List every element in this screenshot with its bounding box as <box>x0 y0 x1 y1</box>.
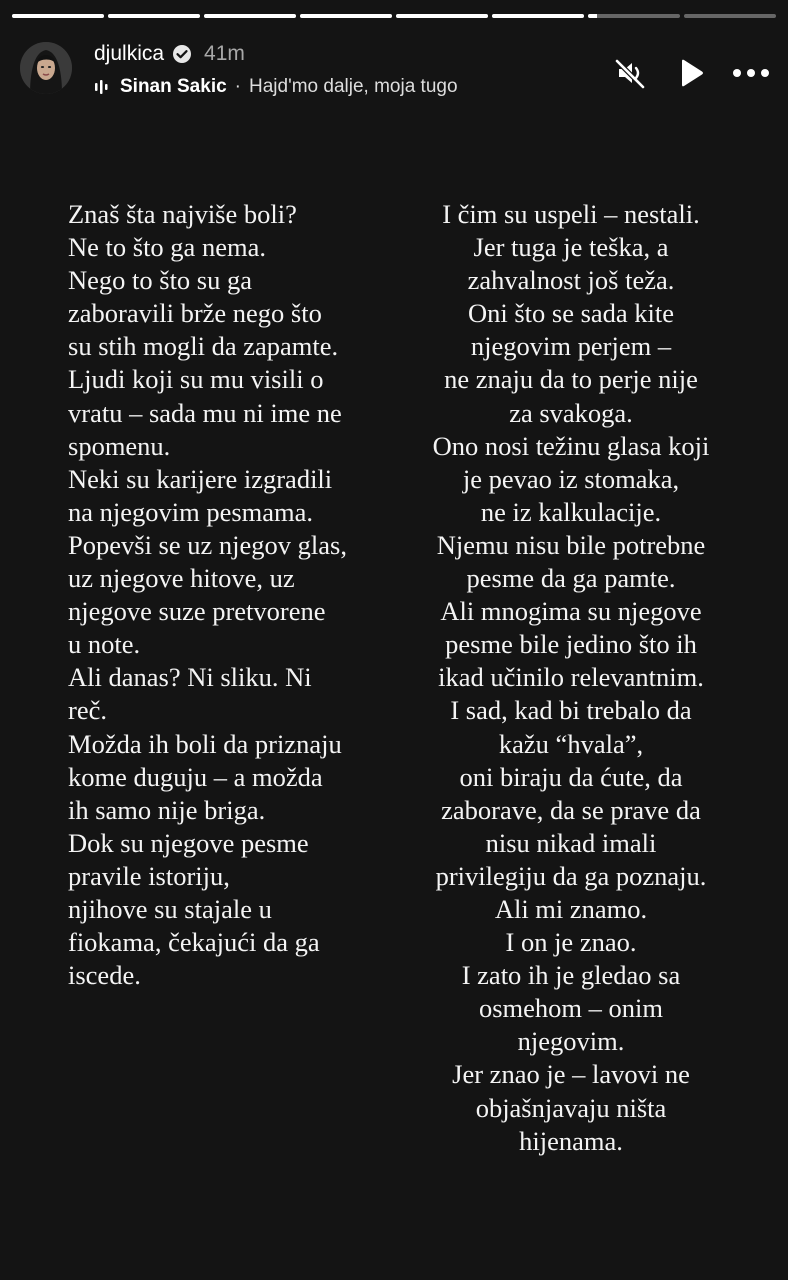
progress-segment-fill <box>492 14 584 18</box>
music-artist: Sinan Sakic <box>120 76 227 97</box>
story-text-left-column <box>68 198 418 992</box>
username[interactable]: djulkica <box>94 42 165 65</box>
story-text-line: Njemu nisu bile potrebne <box>436 529 706 560</box>
play-icon <box>677 58 705 88</box>
story-text-line: I sad, kad bi trebalo da <box>450 695 692 726</box>
progress-segment <box>684 14 776 18</box>
story-text-line: reč. <box>68 695 107 726</box>
story-text-line: Ali mnogima su njegove <box>440 596 702 627</box>
progress-segment-fill <box>396 14 488 18</box>
story-text-line: objašnjavaju ništa <box>475 1092 667 1123</box>
story-text-line: pravile istoriju, <box>68 860 230 891</box>
story-text-line: kome duguju – a možda <box>68 761 323 792</box>
story-text-line: kažu “hvala”, <box>498 728 644 759</box>
progress-segment <box>300 14 392 18</box>
story-text-line: osmehom – onim <box>478 993 664 1024</box>
story-text-line: iscede. <box>68 960 141 991</box>
progress-segment-fill <box>12 14 104 18</box>
progress-segment <box>12 14 104 18</box>
story-text-line: nisu nikad imali <box>485 827 657 858</box>
story-text-line: ne iz kalkulacije. <box>480 496 662 527</box>
story-text-line: Nego to što su ga <box>68 265 253 296</box>
story-text-line: Znaš šta najviše boli? <box>68 199 297 229</box>
story-text-line: Jer znao je – lavovi ne <box>452 1059 690 1090</box>
story-text-line: su stih mogli da zapamte. <box>68 331 339 362</box>
story-text-line: Jer tuga je teška, a <box>473 232 669 263</box>
mute-button[interactable] <box>612 54 650 92</box>
story-text-line: vratu – sada mu ni ime ne <box>68 397 342 428</box>
progress-segment-fill <box>204 14 296 18</box>
story-text-line: zaboravili brže nego što <box>68 298 322 329</box>
play-button[interactable] <box>672 54 710 92</box>
progress-segment <box>492 14 584 18</box>
story-text-line: njegovim. <box>517 1026 625 1057</box>
story-text-line: I zato ih je gledao sa <box>461 960 681 991</box>
story-text-line: Ne to što ga nema. <box>68 232 266 263</box>
story-text-line: Možda ih boli da priznaju <box>68 728 342 759</box>
post-time: 41m <box>204 42 245 65</box>
story-progress-bar <box>12 14 776 18</box>
progress-segment <box>396 14 488 18</box>
story-text-line: Neki su karijere izgradili <box>68 463 333 494</box>
more-horizontal-icon <box>732 68 770 78</box>
audio-bars-icon <box>94 78 112 96</box>
story-text-line: Popevši se uz njegov glas, <box>68 529 347 560</box>
story-text-line: Ljudi koji su mu visili o <box>68 364 324 395</box>
music-attribution[interactable] <box>94 76 458 98</box>
story-text-right-column <box>412 198 730 1158</box>
story-text-line: ikad učinilo relevantnim. <box>438 662 704 693</box>
verified-badge-icon <box>172 44 192 64</box>
story-text-line: pesme da ga pamte. <box>466 563 676 594</box>
story-text-line: Oni što se sada kite <box>467 298 675 329</box>
story-text-line: ne znaju da to perje nije <box>444 364 698 395</box>
story-text-line: fiokama, čekajući da ga <box>68 927 320 958</box>
story-text-line: I on je znao. <box>505 927 637 958</box>
story-text-line: uz njegove hitove, uz <box>68 563 295 594</box>
story-text-line: pesme bile jedino što ih <box>445 629 697 660</box>
story-text-line: njihove su stajale u <box>68 893 272 924</box>
progress-segment <box>204 14 296 18</box>
music-separator: · <box>234 76 241 97</box>
story-text-line: Ali mi znamo. <box>494 893 648 924</box>
story-header <box>12 38 776 104</box>
user-line <box>94 42 245 66</box>
avatar[interactable] <box>20 42 72 94</box>
progress-segment <box>588 14 680 18</box>
story-text-line: Ali danas? Ni sliku. Ni <box>68 662 312 693</box>
music-song-title: Hajd'mo dalje, moja tugo <box>249 76 458 97</box>
story-text-line: ih samo nije briga. <box>68 794 266 825</box>
progress-segment-fill <box>108 14 200 18</box>
story-text-line: spomenu. <box>68 430 171 461</box>
story-text-line: za svakoga. <box>509 397 633 428</box>
story-text-line: u note. <box>68 629 141 660</box>
story-text-line: oni biraju da ćute, da <box>459 761 683 792</box>
story-text-line: zaborave, da se prave da <box>441 794 701 825</box>
story-text-line: Ono nosi težinu glasa koji <box>432 430 710 461</box>
story-text-line: njegovim perjem – <box>470 331 672 362</box>
story-text-line: zahvalnost još teža. <box>467 265 675 296</box>
story-text-line: na njegovim pesmama. <box>68 496 314 527</box>
story-text-line: je pevao iz stomaka, <box>462 463 680 494</box>
more-options-button[interactable] <box>732 54 770 92</box>
speaker-muted-icon <box>614 56 648 90</box>
story-controls <box>612 54 770 92</box>
progress-segment-fill <box>300 14 392 18</box>
progress-segment-fill <box>588 14 597 18</box>
story-text-line: hijenama. <box>519 1125 623 1156</box>
story-text-line: Dok su njegove pesme <box>68 827 309 858</box>
story-text-line: njegove suze pretvorene <box>68 596 326 627</box>
story-text-line: privilegiju da ga poznaju. <box>435 860 707 891</box>
story-text-line: I čim su uspeli – nestali. <box>442 199 700 229</box>
progress-segment <box>108 14 200 18</box>
